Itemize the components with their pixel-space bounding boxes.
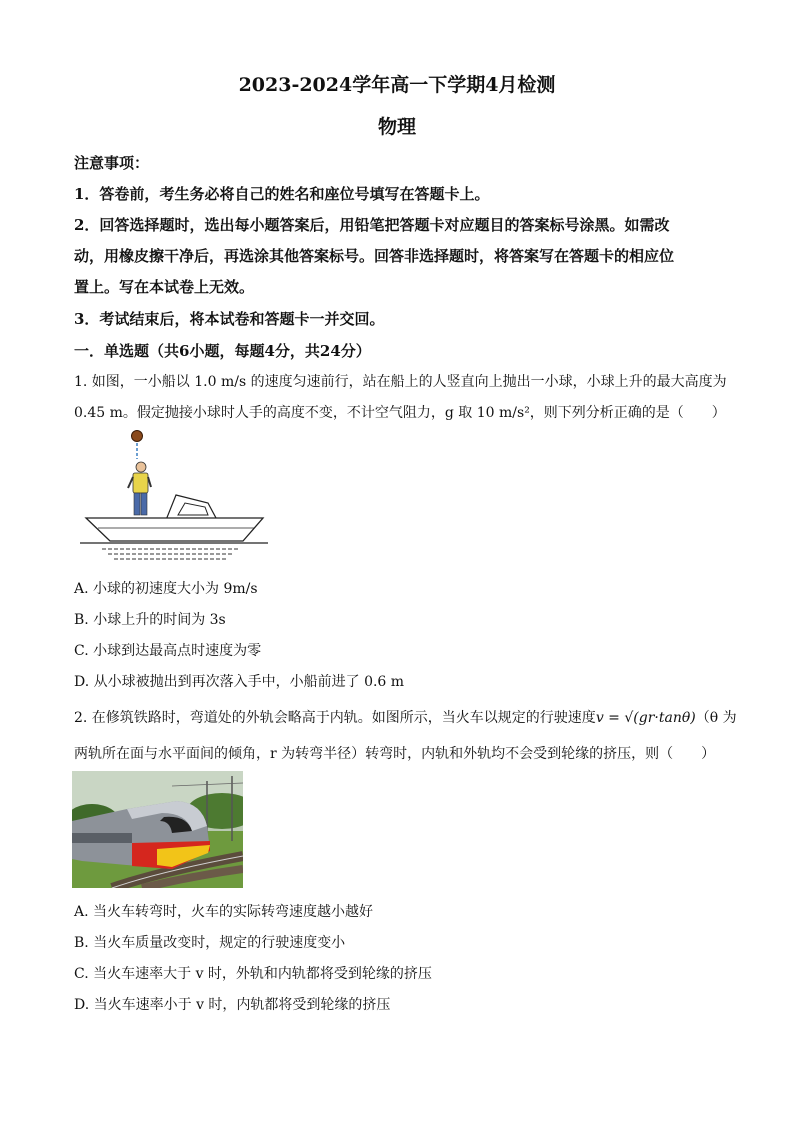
section-heading: 一．单选题（共6小题，每题4分，共24分） bbox=[74, 342, 371, 360]
notice-item-3: 3．考试结束后，将本试卷和答题卡一并交回。 bbox=[74, 310, 385, 328]
person-icon bbox=[128, 462, 151, 515]
notice-heading: 注意事项： bbox=[74, 154, 150, 172]
notice-item-2-cont: 动，用橡皮擦干净后，再选涂其他答案标号。回答非选择题时，将答案写在答题卡的相应位 bbox=[74, 247, 675, 265]
q1-stem-line1: 1. 如图，一小船以 1.0 m/s 的速度匀速前行，站在船上的人竖直向上抛出一小球，小球上升的最大高度为 bbox=[74, 374, 727, 390]
q1-option-b: B. 小球上升的时间为 3s bbox=[74, 612, 226, 628]
boat-figure bbox=[78, 425, 273, 565]
subject-title: 物理 bbox=[377, 116, 416, 138]
q2-option-a: A. 当火车转弯时，火车的实际转弯速度越小越好 bbox=[74, 904, 374, 920]
speed-formula: v = √(gr·tanθ) bbox=[595, 710, 696, 726]
notice-item-1: 1．答卷前，考生务必将自己的姓名和座位号填写在答题卡上。 bbox=[74, 185, 490, 203]
water-lines bbox=[80, 543, 268, 559]
boat-icon bbox=[86, 495, 263, 541]
q2-option-b: B. 当火车质量改变时，规定的行驶速度变小 bbox=[74, 935, 346, 951]
exam-title: 2023-2024学年高一下学期4月检测 bbox=[238, 74, 556, 96]
ball-icon bbox=[132, 431, 143, 442]
q1-option-d: D. 从小球被抛出到再次落入手中，小船前进了 0.6 m bbox=[74, 674, 405, 690]
q1-stem-line2: 0.45 m。假定抛接小球时人手的高度不变，不计空气阻力，g 取 10 m/s²，则下列分析正确的是（ ） bbox=[74, 405, 726, 421]
train-photo bbox=[72, 771, 243, 888]
q2-option-d: D. 当火车速率小于 v 时，内轨都将受到轮缘的挤压 bbox=[74, 997, 391, 1013]
q2-option-c: C. 当火车速率大于 v 时，外轨和内轨都将受到轮缘的挤压 bbox=[74, 966, 432, 982]
q2-stem-text: 2. 在修筑铁路时，弯道处的外轨会略高于内轨。如图所示，当火车以规定的行驶速度 bbox=[74, 710, 596, 726]
notice-item-2: 2．回答选择题时，选出每小题答案后，用铅笔把答题卡对应题目的答案标号涂黑。如需改 bbox=[74, 216, 670, 234]
notice-item-2-end: 置上。写在本试卷上无效。 bbox=[74, 278, 255, 296]
q2-stem-line1 bbox=[74, 707, 737, 727]
q2-stem-text-end: （θ 为 bbox=[695, 710, 737, 726]
q1-option-a: A. 小球的初速度大小为 9m/s bbox=[74, 581, 258, 597]
q1-option-c: C. 小球到达最高点时速度为零 bbox=[74, 643, 262, 659]
q2-stem-line2: 两轨所在面与水平面间的倾角，r 为转弯半径）转弯时，内轨和外轨均不会受到轮缘的挤压，则（ ） bbox=[74, 746, 716, 762]
